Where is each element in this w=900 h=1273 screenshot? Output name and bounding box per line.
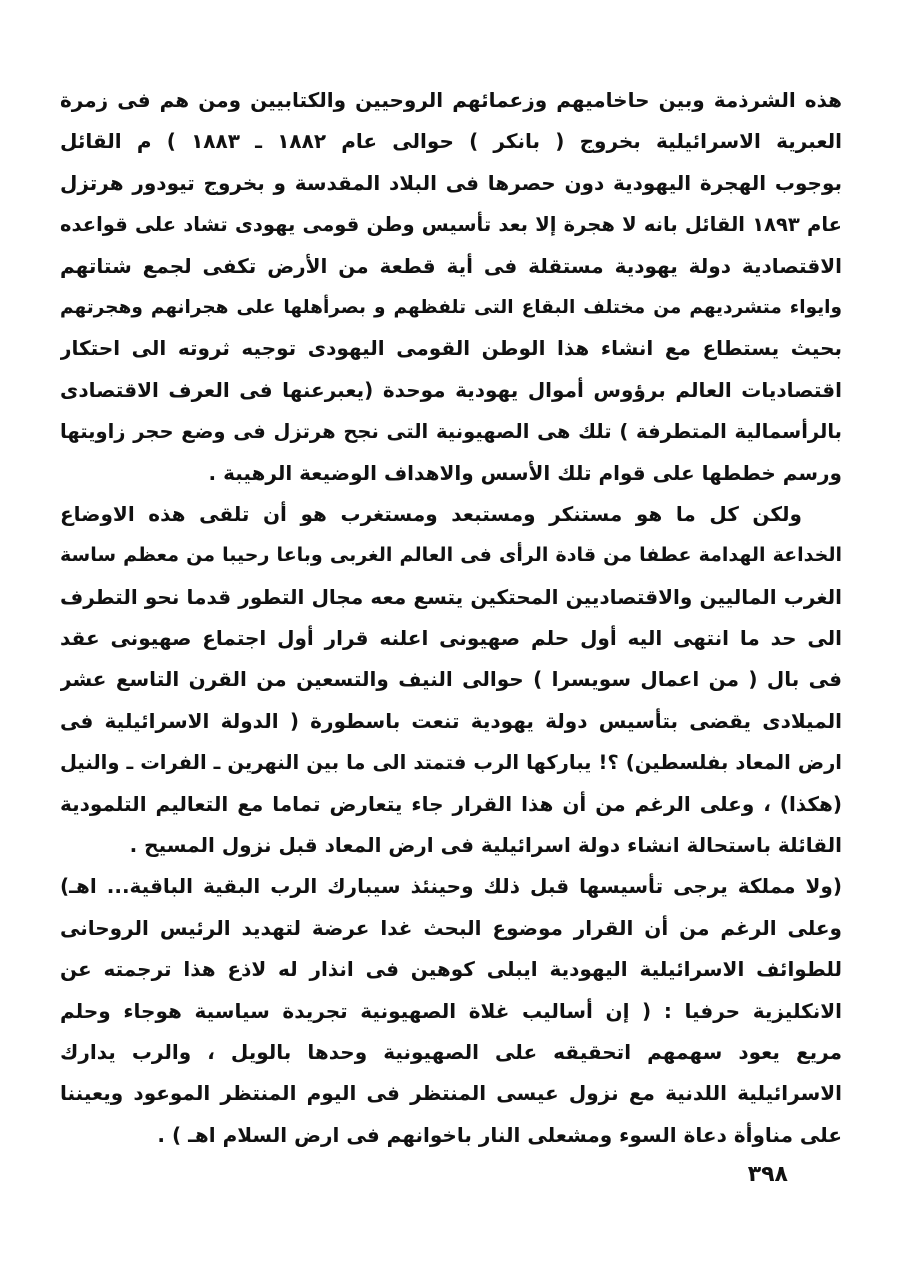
text-line: اقتصاديات العالم برؤوس أموال يهودية موحدة (يعبرعنها فى العرف الاقتصادى — [60, 377, 842, 402]
text-line: للطوائف الاسرائيلية اليهودية ايبلى كوهين فى انذار له لاذع هذا ترجمته عن — [60, 957, 842, 982]
text-line: على مناوأة دعاة السوء ومشعلى النار باخوانهم فى ارض السلام اهـ ) . — [157, 1122, 842, 1147]
text-line: الميلادى يقضى بتأسيس دولة يهودية تنعت باسطورة ( الدولة الاسرائيلية فى — [60, 708, 842, 733]
text-line: القائلة باستحالة انشاء دولة اسرائيلية فى ارض المعاد قبل نزول المسيح . — [129, 833, 842, 858]
text-line: مريع يعود سهمهم اتحقيقه على الصهيونية وحدها بالويل ، والرب يدارك — [60, 1039, 842, 1064]
text-line: الانكليزية حرفيا : ( إن أساليب غلاة الصهيونية تجريدة سياسية هوجاء وحلم — [60, 998, 842, 1023]
text-line: ولكن كل ما هو مستنكر ومستبعد ومستغرب هو أن تلقى هذه الاوضاع — [60, 501, 802, 526]
text-line: الى حد ما انتهى اليه أول حلم صهيونى اعلنه قرار أول اجتماع صهيونى عقد — [60, 626, 842, 651]
text-line: فى بال ( من اعمال سويسرا ) حوالى النيف والتسعين من القرن التاسع عشر — [60, 667, 842, 692]
text-line: الاقتصادية دولة يهودية مستقلة فى أية قطعة من الأرض تكفى لجمع شتاتهم — [60, 253, 842, 278]
text-line: بالرأسمالية المتطرفة ) تلك هى الصهيونية التى نجح هرتزل فى وضع حجر زاويتها — [60, 420, 842, 444]
text-line: ارض المعاد بفلسطين) ؟! يباركها الرب فتمتد الى ما بين النهرين ـ الفرات ـ والنيل — [60, 751, 842, 775]
text-line: الخداعة الهدامة عطفا من قادة الرأى فى العالم الغربى وباعا رحيبا من معظم ساسة — [60, 544, 842, 567]
text-line: (ولا مملكة يرجى تأسيسها قبل ذلك وحينئذ سيبارك الرب البقية الباقية... اهـ) — [60, 874, 842, 899]
text-line: العبرية الاسرائيلية بخروج ( بانكر ) حوالى عام ١٨٨٢ ـ ١٨٨٣ ) م القائل — [60, 129, 842, 154]
body-text — [60, 80, 842, 1156]
text-line: هذه الشرذمة وبين حاخاميهم وزعمائهم الروحيين والكتابيين ومن هم فى زمرة — [60, 88, 842, 112]
text-line: الغرب الماليين والاقتصاديين المحتكين يتسع معه مجال التطور قدما نحو التطرف — [60, 584, 842, 609]
text-line: الاسرائيلية اللدنية مع نزول عيسى المنتظر فى اليوم المنتظر الموعود ويعيننا — [60, 1081, 842, 1106]
text-line: ورسم خططها على قوام تلك الأسس والاهداف الوضيعة الرهيبة . — [208, 460, 842, 485]
page-number: ٣٩٨ — [747, 1162, 788, 1187]
text-line: بحيث يستطاع مع انشاء هذا الوطن القومى اليهودى توجيه ثروته الى احتكار — [60, 336, 842, 361]
text-line: وايواء متشرديهم من مختلف البقاع التى تلفظهم و بصرأهلها على هجرانهم وهجرتهم — [60, 296, 842, 318]
text-line: وعلى الرغم من أن القرار موضوع البحث غدا عرضة لتهديد الرئيس الروحانى — [60, 915, 842, 940]
text-line: عام ١٨٩٣ القائل بانه لا هجرة إلا بعد تأسيس وطن قومى يهودى تشاد على قواعده — [60, 213, 842, 237]
text-line: بوجوب الهجرة اليهودية دون حصرها فى البلاد المقدسة و بخروج تيودور هرتزل — [60, 170, 842, 195]
text-line: (هكذا) ، وعلى الرغم من أن هذا القرار جاء يتعارض تماما مع التعاليم التلمودية — [60, 791, 842, 816]
